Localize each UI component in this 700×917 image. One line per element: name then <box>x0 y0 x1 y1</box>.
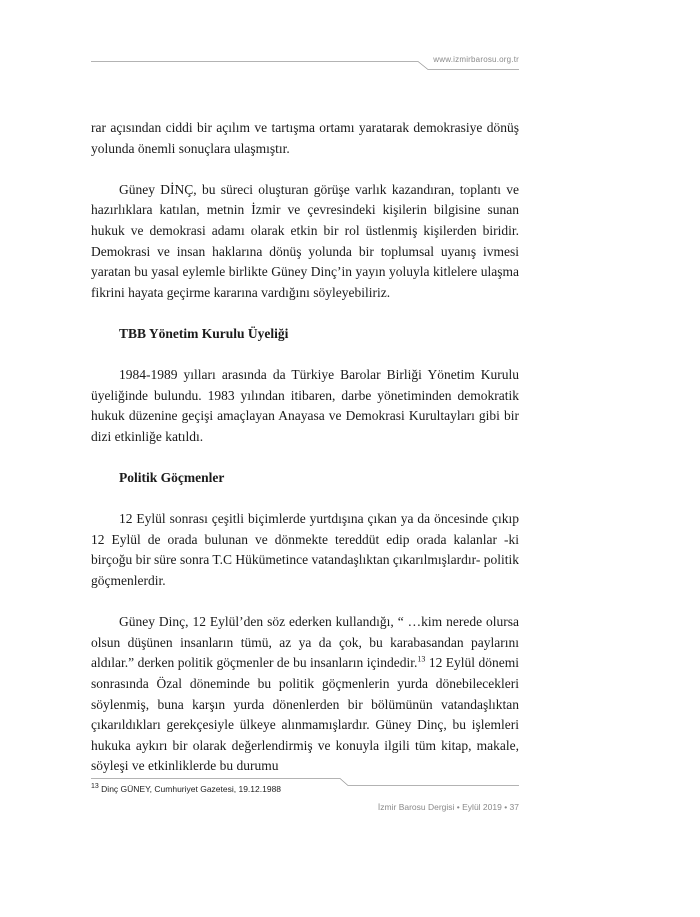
section-heading-tbb: TBB Yönetim Kurulu Üyeliği <box>119 325 289 341</box>
body-text <box>91 118 519 777</box>
footnote <box>91 784 281 794</box>
paragraph-5-part-a: Güney Dinç, 12 Eylül’den söz ederken kullandığı, “ …kim nerede olursa olsun düşünen insanların tümü, az ya da çok, bu karabasandan paylarını aldılar.” derken politik göçmenler de bu insanların içindedir. <box>91 614 519 671</box>
footnote-reference: 13 <box>417 654 426 664</box>
footnote-number: 13 <box>91 783 99 791</box>
header-url: www.izmirbarosu.org.tr <box>433 55 519 64</box>
paragraph-5-part-b: 12 Eylül dönemi sonrasında Özal döneminde bu politik göçmenlerin yurda dönebilecekleri söylenmiş, buna karşın yurda dönenlerden bir bölümünün vatandaşlıktan çıkarıldıkları gerekçesiyle ülkeye alınmamışlardır. Güney Dinç, bu işlemleri hukuka aykırı bir olarak değerlendirmiş ve konuyla ilgili tüm kitap, makale, söyleşi ve etkinliklerde bu durumu <box>91 655 519 774</box>
paragraph-5 <box>91 612 519 777</box>
section-heading-politik: Politik Göçmenler <box>119 470 225 486</box>
paragraph-1: rar açısından ciddi bir açılım ve tartışma ortamı yaratarak demokrasiye dönüş yolunda önemli sonuçlara ulaşmıştır. <box>91 120 519 156</box>
footer: İzmir Barosu Dergisi • Eylül 2019 • 37 <box>377 802 519 812</box>
paragraph-4: 12 Eylül sonrası çeşitli biçimlerde yurtdışına çıkan ya da öncesinde çıkıp 12 Eylül de orada bulunan ve dönmekte tereddüt edip orada kalanlar -ki birçoğu bir süre sonra T.C Hükümetince vatandaşlıktan çıkarılmışlardır- politik göçmenlerdir. <box>91 511 519 589</box>
footnote-text: Dinç GÜNEY, Cumhuriyet Gazetesi, 19.12.1988 <box>101 784 282 794</box>
paragraph-2: Güney DİNÇ, bu süreci oluşturan görüşe varlık kazandıran, toplantı ve hazırlıklara katılan, metnin İzmir ve çevresindeki kişilerin bilgisine sunan hukuk ve demokrasi adamı olarak etkin bir rol üstlenmiş kişilerden biridir. Demokrasi ve insan haklarına dönüş yolunda bir toplumsal uyanış ivmesi yaratan bu yasal eylemle birlikte Güney Dinç’in yayın yoluyla kitlelere ulaşma fikrini hayata geçirme kararına vardığını söyleyebiliriz. <box>91 181 519 300</box>
paragraph-3: 1984-1989 yılları arasında da Türkiye Barolar Birliği Yönetim Kurulu üyeliğinde bulundu. 1983 yılından itibaren, darbe yönetiminden demokratik hukuk düzenine geçişi amaçlayan Anayasa ve Demokrasi Kurultayları gibi bir dizi etkinliğe katıldı. <box>91 367 519 444</box>
